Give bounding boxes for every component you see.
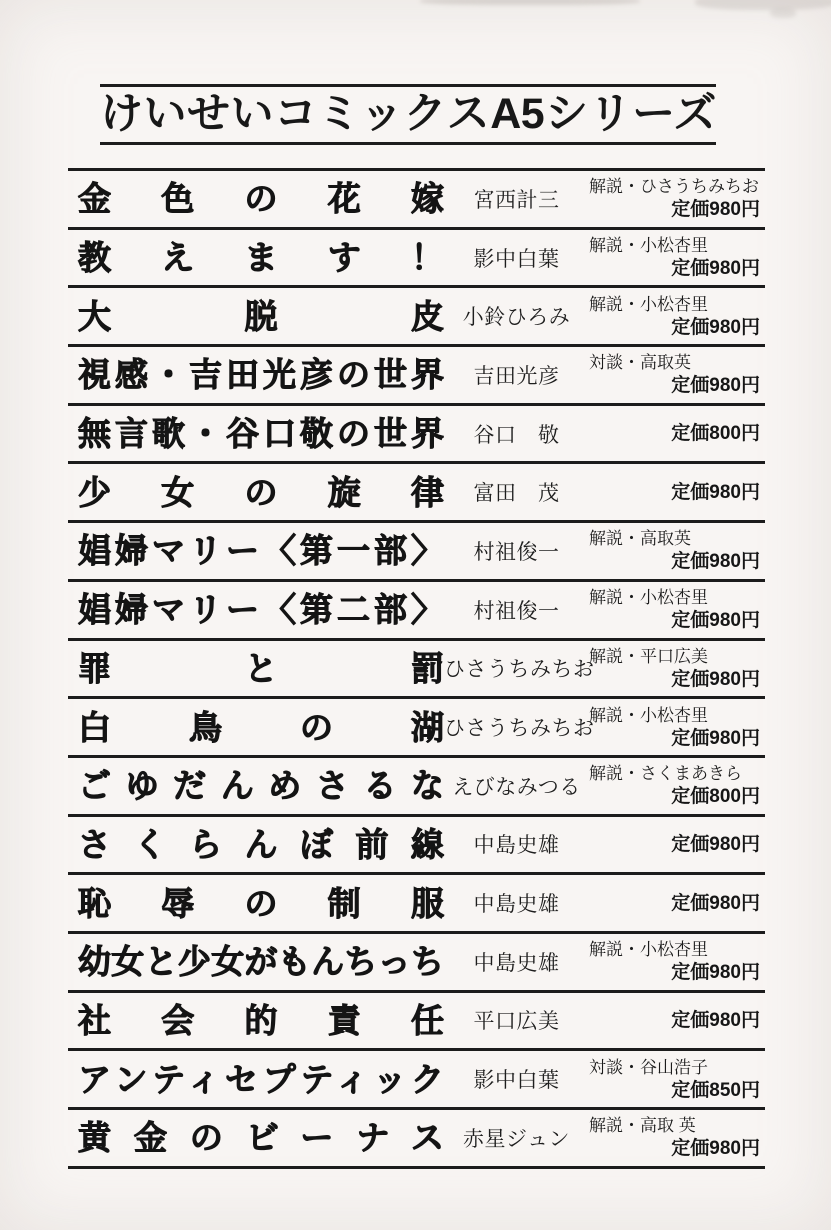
book-title: アンティセプティック (78, 1060, 444, 1098)
table-row (68, 230, 765, 289)
book-note: 解説・小松杏里 (589, 940, 708, 960)
book-author: 中島史雄 (473, 834, 560, 858)
book-note: 解説・さくまあきら (589, 764, 742, 784)
book-price: 定価980円 (671, 1009, 760, 1031)
book-meta (589, 765, 765, 806)
book-author: 影中白葉 (473, 247, 560, 271)
book-price: 定価980円 (671, 199, 760, 221)
table-row (68, 464, 765, 523)
book-title: 幼女と少女がもんちっち (78, 943, 444, 981)
series-header (100, 84, 716, 145)
book-meta (589, 237, 765, 278)
book-title: 金色の花嫁 (78, 180, 444, 218)
series-title: けいせいコミックスA5シリーズ (100, 90, 716, 138)
book-note: 解説・高取英 (589, 529, 691, 549)
book-meta (589, 707, 765, 748)
table-row (68, 641, 765, 700)
table-row (68, 523, 765, 582)
book-title: 白鳥の湖 (78, 708, 444, 746)
book-author: ひさうちみちお (444, 658, 595, 682)
book-title: 教えます！ (78, 239, 444, 277)
book-price: 定価980円 (671, 375, 760, 397)
book-meta (589, 296, 765, 337)
book-title: 黄金のビーナス (78, 1119, 444, 1157)
table-row (68, 993, 765, 1052)
book-price: 定価800円 (671, 786, 760, 808)
catalog-table (68, 168, 765, 1169)
book-note: 解説・小松杏里 (589, 236, 708, 256)
table-row (68, 875, 765, 934)
table-row (68, 817, 765, 876)
book-title: 娼婦マリー〈第二部〉 (78, 591, 444, 629)
book-price: 定価980円 (671, 727, 760, 749)
book-title: 無言歌・谷口敬の世界 (78, 415, 444, 453)
book-meta (589, 530, 765, 571)
book-meta (589, 483, 765, 502)
book-title: 大脱皮 (78, 297, 444, 335)
scan-artifact (420, 0, 640, 5)
scan-artifact (770, 8, 796, 18)
book-author: 小鈴ひろみ (462, 306, 571, 330)
book-note: 対談・谷山浩子 (589, 1057, 708, 1077)
table-row (68, 1051, 765, 1110)
book-author: 谷口 敬 (473, 423, 560, 447)
book-author: 中島史雄 (473, 951, 560, 975)
book-note: 解説・小松杏里 (589, 294, 708, 314)
table-row (68, 288, 765, 347)
book-meta (589, 894, 765, 913)
table-row (68, 1110, 765, 1169)
book-title: 罪と罰 (78, 649, 444, 687)
book-note: 解説・小松杏里 (589, 705, 708, 725)
book-price: 定価980円 (671, 962, 760, 984)
book-price: 定価980円 (671, 610, 760, 632)
book-author: 宮西計三 (473, 188, 560, 212)
book-price: 定価980円 (671, 668, 760, 690)
table-row (68, 582, 765, 641)
table-row (68, 758, 765, 817)
book-price: 定価980円 (671, 892, 760, 914)
book-price: 定価980円 (671, 833, 760, 855)
book-price: 定価980円 (671, 481, 760, 503)
book-title: ごゆだんめさるな (78, 767, 444, 805)
book-price: 定価980円 (671, 258, 760, 280)
book-note: 解説・高取 英 (589, 1116, 696, 1136)
book-author: 赤星ジュン (462, 1127, 571, 1151)
book-price: 定価980円 (671, 551, 760, 573)
book-price: 定価980円 (671, 1138, 760, 1160)
book-author: 村祖俊一 (473, 540, 560, 564)
table-row (68, 934, 765, 993)
book-author: 富田 茂 (473, 482, 560, 506)
table-row (68, 699, 765, 758)
book-title: さくらんぼ前線 (78, 825, 444, 863)
book-price: 定価800円 (671, 423, 760, 445)
table-row (68, 347, 765, 406)
scan-artifact (695, 0, 831, 10)
book-author: 平口広美 (473, 1010, 560, 1034)
book-note: 解説・ひさうちみちお (589, 177, 759, 197)
book-title: 恥辱の制服 (78, 884, 444, 922)
book-meta (589, 424, 765, 443)
book-meta (589, 648, 765, 689)
table-row (68, 406, 765, 465)
book-meta (589, 178, 765, 219)
book-note: 解説・小松杏里 (589, 588, 708, 608)
book-title: 娼婦マリー〈第一部〉 (78, 532, 444, 570)
book-note: 対談・高取英 (589, 353, 691, 373)
book-meta (589, 1117, 765, 1158)
book-meta (589, 1011, 765, 1030)
table-row (68, 171, 765, 230)
book-author: 吉田光彦 (473, 364, 560, 388)
book-meta (589, 941, 765, 982)
book-title: 視感・吉田光彦の世界 (78, 356, 444, 394)
book-author: 村祖俊一 (473, 599, 560, 623)
book-author: ひさうちみちお (444, 717, 595, 741)
book-author: えびなみつる (452, 775, 581, 799)
book-price: 定価980円 (671, 316, 760, 338)
book-author: 影中白葉 (473, 1069, 560, 1093)
book-meta (589, 589, 765, 630)
book-title: 社会的責任 (78, 1001, 444, 1039)
book-meta (589, 1059, 765, 1100)
book-meta (589, 835, 765, 854)
book-meta (589, 354, 765, 395)
book-title: 少女の旋律 (78, 473, 444, 511)
book-note: 解説・平口広美 (589, 646, 708, 666)
book-author: 中島史雄 (473, 893, 560, 917)
book-price: 定価850円 (671, 1079, 760, 1101)
